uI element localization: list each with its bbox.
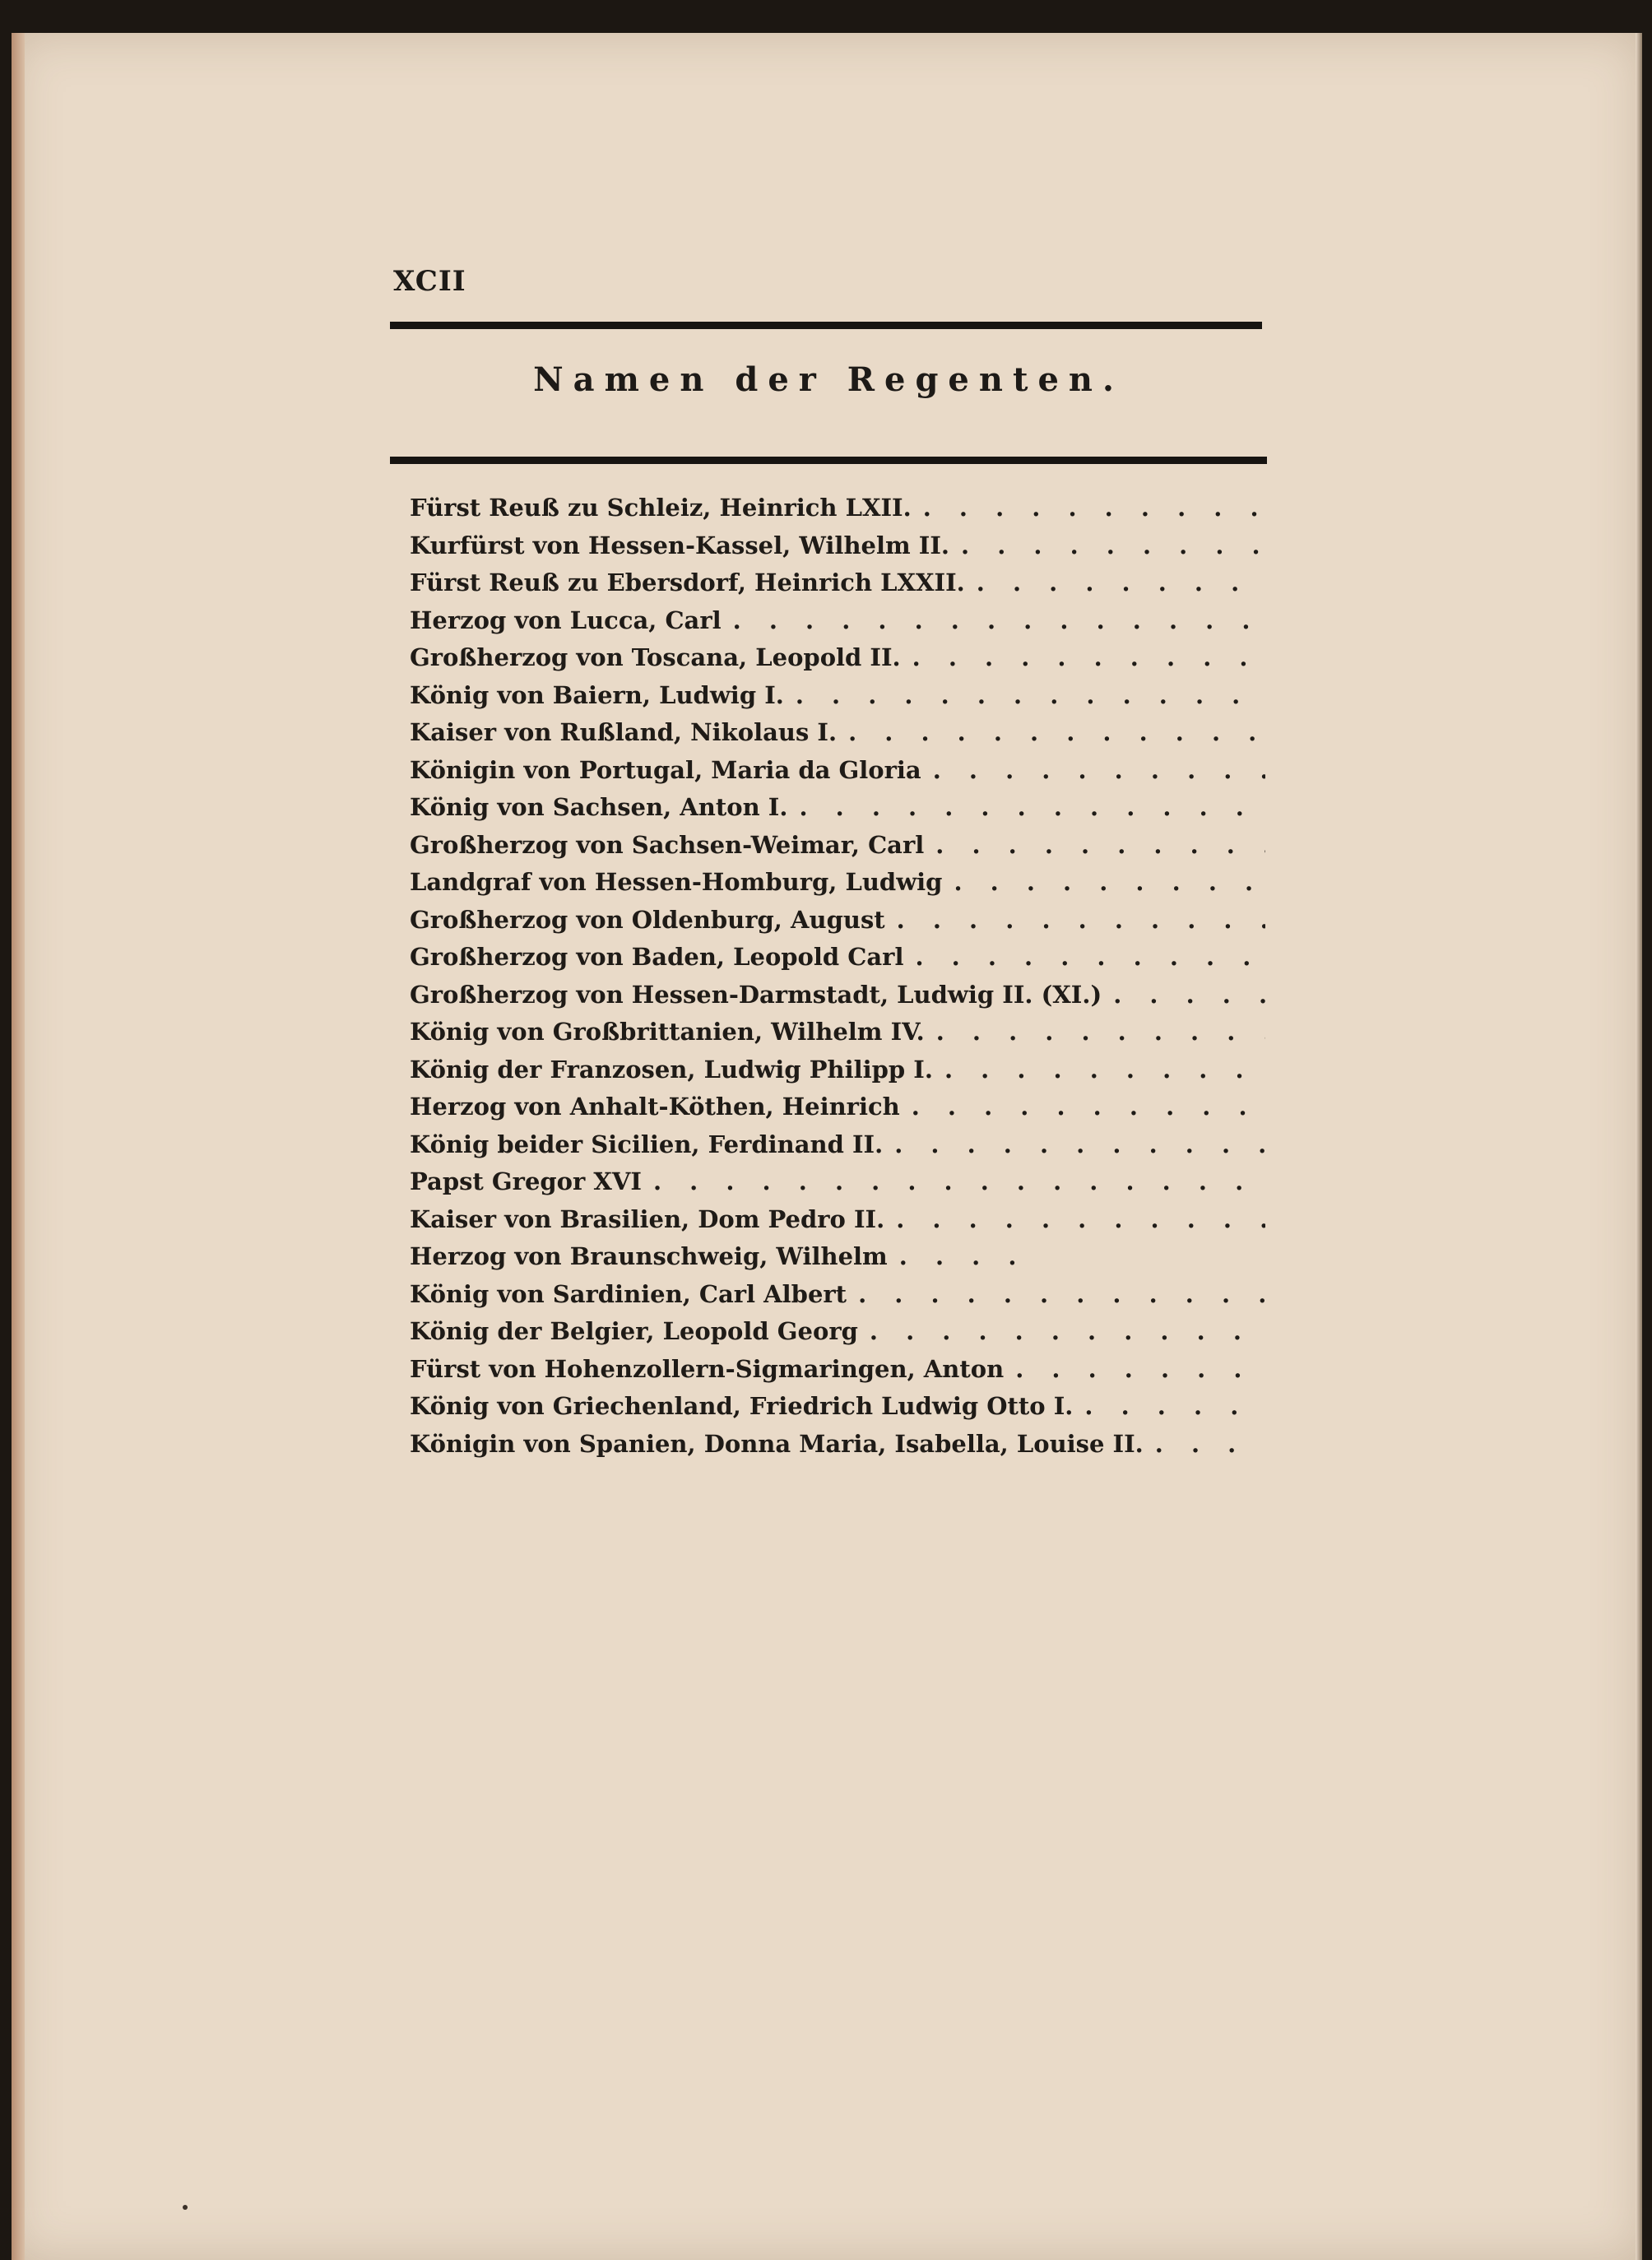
regent-name: Großherzog von Sachsen-Weimar, Carl (410, 830, 925, 859)
regent-name: König von Baiern, Ludwig I. (410, 680, 784, 709)
ink-blot (183, 2205, 188, 2210)
regent-name: König beider Sicilien, Ferdinand II. (410, 1130, 884, 1158)
list-item (410, 1430, 1265, 1468)
page-heading: Namen der Regenten. (533, 360, 1124, 399)
list-item (410, 943, 1265, 981)
list-item (410, 1018, 1265, 1056)
list-item (410, 1205, 1265, 1243)
regent-name: König der Belgier, Leopold Georg (410, 1317, 858, 1345)
dot-leader (897, 906, 1265, 934)
list-item (410, 831, 1265, 869)
list-item (410, 1280, 1265, 1318)
dot-leader (796, 681, 1265, 709)
dot-leader (912, 643, 1265, 671)
list-item (410, 868, 1265, 906)
regent-name: Großherzog von Hessen-Darmstadt, Ludwig II. (XI.) (410, 980, 1102, 1009)
top-rule (390, 322, 1262, 329)
regent-name: Landgraf von Hessen-Homburg, Ludwig (410, 868, 943, 896)
dot-leader (653, 1167, 1265, 1195)
list-item (410, 1317, 1265, 1355)
list-item (410, 643, 1265, 681)
regent-list (410, 494, 1265, 1467)
regent-name: Kaiser von Brasilien, Dom Pedro II. (410, 1204, 885, 1233)
list-item (410, 906, 1265, 944)
dot-leader (799, 793, 1265, 821)
bottom-rule (390, 457, 1267, 464)
regent-name: Herzog von Lucca, Carl (410, 606, 722, 634)
regent-name: Kaiser von Rußland, Nikolaus I. (410, 718, 838, 746)
dot-leader (733, 606, 1265, 634)
regent-name: König von Sardinien, Carl Albert (410, 1279, 847, 1308)
dot-leader (1084, 1392, 1265, 1420)
list-item (410, 606, 1265, 644)
list-item (410, 1167, 1265, 1205)
dot-leader (912, 1093, 1265, 1121)
dot-leader (848, 718, 1265, 746)
list-item (410, 1130, 1265, 1168)
list-item (410, 531, 1265, 569)
dot-leader (977, 568, 1265, 596)
dot-leader (1015, 1355, 1265, 1383)
list-item (410, 1093, 1265, 1130)
dot-leader (858, 1280, 1265, 1308)
list-item (410, 1355, 1265, 1393)
dot-leader (936, 1018, 1265, 1046)
list-item (410, 981, 1265, 1019)
list-item (410, 1056, 1265, 1093)
regent-name: Großherzog von Oldenburg, August (410, 905, 885, 934)
regent-name: König von Großbrittanien, Wilhelm IV. (410, 1018, 925, 1046)
dot-leader (1155, 1430, 1265, 1458)
regent-name: König von Griechenland, Friedrich Ludwig Otto I. (410, 1392, 1074, 1420)
regent-name: König von Sachsen, Anton I. (410, 793, 788, 821)
list-item (410, 681, 1265, 719)
dot-leader (933, 756, 1265, 784)
list-item (410, 568, 1265, 606)
regent-name: Fürst Reuß zu Schleiz, Heinrich LXII. (410, 494, 912, 522)
regent-name: Papst Gregor XVI (410, 1167, 642, 1195)
page-edge-right (1636, 33, 1642, 2260)
dot-leader (1113, 981, 1265, 1009)
dot-leader (899, 1242, 1023, 1270)
dot-leader (923, 494, 1265, 522)
dot-leader (935, 831, 1265, 859)
regent-name: König der Franzosen, Ludwig Philipp I. (410, 1055, 933, 1084)
dot-leader (954, 868, 1265, 896)
list-item (410, 494, 1265, 531)
regent-name: Kurfürst von Hessen-Kassel, Wilhelm II. (410, 531, 949, 559)
dot-leader (915, 943, 1265, 971)
list-item (410, 756, 1265, 794)
regent-name: Fürst Reuß zu Ebersdorf, Heinrich LXXII. (410, 568, 965, 596)
regent-name: Großherzog von Baden, Leopold Carl (410, 943, 904, 971)
regent-name: Königin von Portugal, Maria da Gloria (410, 755, 921, 784)
list-item (410, 1392, 1265, 1430)
regent-name: Großherzog von Toscana, Leopold II. (410, 643, 901, 671)
regent-name: Königin von Spanien, Donna Maria, Isabella, Louise II. (410, 1429, 1144, 1458)
regent-name: Herzog von Braunschweig, Wilhelm (410, 1242, 888, 1270)
list-item (410, 718, 1265, 756)
dot-leader (944, 1056, 1265, 1084)
regent-name: Herzog von Anhalt-Köthen, Heinrich (410, 1093, 900, 1121)
dot-leader (894, 1130, 1265, 1158)
dot-leader (961, 531, 1265, 559)
page-number: XCII (393, 265, 466, 298)
list-item (410, 1242, 1265, 1280)
page-edge-left (12, 33, 25, 2260)
dot-leader (870, 1317, 1265, 1345)
regent-name: Fürst von Hohenzollern-Sigmaringen, Anton (410, 1354, 1005, 1383)
dot-leader (896, 1205, 1265, 1233)
list-item (410, 793, 1265, 831)
